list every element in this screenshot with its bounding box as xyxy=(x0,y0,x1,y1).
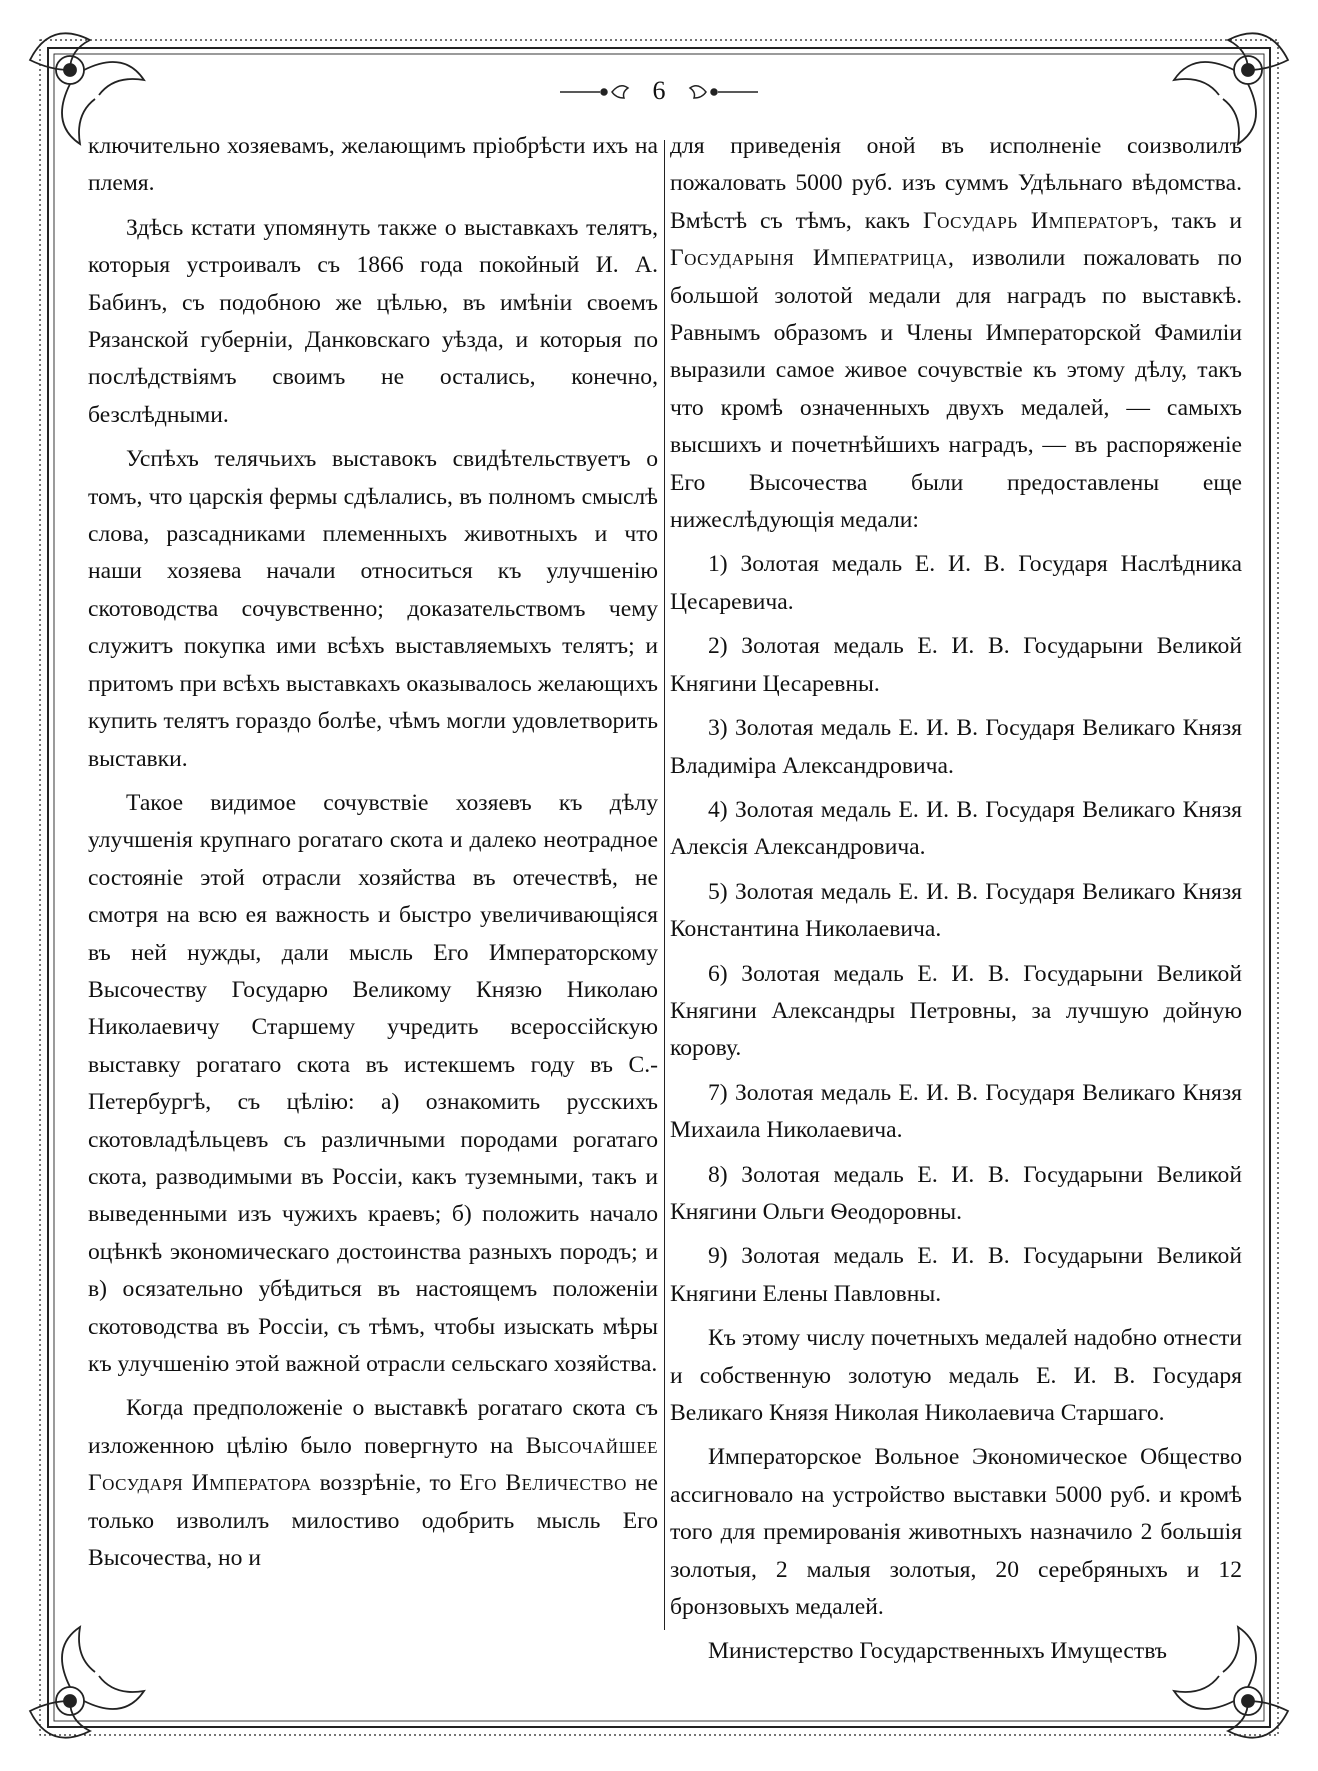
medal-item: 8) Золотая медаль Е. И. В. Государыни Великой Княгини Ольги Ѳеодоровны. xyxy=(670,1161,1242,1225)
paragraph: Императорское Вольное Экономическое Общество ассигновало на устройство выставки 5000 руб. и кромѣ того для премированія животныхъ назначило 2 большія золотыя, 2 малыя золотыя, 20 серебряныхъ и 12 бронзовыхъ медалей. xyxy=(670,1444,1242,1621)
medal-item: 9) Золотая медаль Е. И. В. Государыни Великой Княгини Елены Павловны. xyxy=(670,1243,1242,1307)
paragraph: Министерство Государственныхъ Имуществъ xyxy=(708,1638,1167,1665)
medal-item: 1) Золотая медаль Е. И. В. Государя Наслѣдника Цесаревича. xyxy=(670,551,1242,615)
medal-item: 7) Золотая медаль Е. И. В. Государя Великаго Князя Михаила Николаевича. xyxy=(670,1079,1242,1144)
text-run: не только изволилъ милостиво одобрить мысль Его Высочества, но и xyxy=(88,1470,658,1572)
paragraph: Къ этому числу почетныхъ медалей надобно отнести и собственную золотую медаль Е. И. В. Государя Великаго Князя Николая Николаевича Старшаго. xyxy=(670,1325,1242,1426)
text-run: воззрѣніе, то xyxy=(311,1470,460,1497)
paragraph: Такое видимое сочувствіе хозяевъ къ дѣлу улучшенія крупнаго рогатаго скота и далеко неотрадное состояніе этой отрасли хозяйства въ отечествѣ, не смотря на всю ея важность и быстро увеличивающіяся въ ней нужды, дали мысль Его Императорскому Высочеству Государю Великому Князю Николаю Николаевичу Старшему учредить всероссійскую выставку рогатаго скота въ истекшемъ году въ С.-Петербургѣ, съ цѣлію: а) ознакомить русскихъ скотовладѣльцевъ съ различными породами рогатаго скота, разводимыми въ Россіи, какъ туземными, такъ и выведенными изъ чужихъ краевъ; б) положить начало оцѣнкѣ экономическаго достоинства разныхъ породъ; и в) осязательно убѣдиться въ настоящемъ положеніи скотоводства въ Россіи, съ тѣмъ, чтобы изыскать мѣры къ улучшенію этой важной отрасли сельскаго хозяйства. xyxy=(88,789,658,1377)
text-run-small-caps: Государыня Императрица xyxy=(670,245,948,272)
paragraph: Здѣсь кстати упомянуть также о выставкахъ телятъ, которыя устроивалъ съ 1866 года покойный И. А. Бабинъ, съ подобною же цѣлью, въ имѣніи своемъ Рязанской губерніи, Данковскаго уѣзда, и которыя по послѣдствіямъ своимъ не остались, конечно, безслѣдными. xyxy=(88,214,658,428)
left-column xyxy=(88,128,658,1584)
medal-item: 2) Золотая медаль Е. И. В. Государыни Великой Княгини Цесаревны. xyxy=(670,633,1242,697)
text-run-small-caps: Высочайшее Государя Императора xyxy=(88,1432,658,1497)
right-column xyxy=(670,128,1242,1678)
paragraph: Успѣхъ телячьихъ выставокъ свидѣтельствуетъ о томъ, что царскія фермы сдѣлались, въ полномъ смыслѣ слова, разсадниками племенныхъ животныхъ и что наши хозяева начали относиться къ улучшенію скотоводства сочувственно; доказательствомъ чему служитъ покупка ими всѣхъ выставляемыхъ телятъ; и притомъ при всѣхъ выставкахъ оказывалось желающихъ купить телятъ гораздо болѣе, чѣмъ могли удовлетворить выставки. xyxy=(88,446,658,772)
medal-item: 4) Золотая медаль Е. И. В. Государя Великаго Князя Алексія Александровича. xyxy=(670,796,1242,861)
text-run: , такъ и xyxy=(1152,207,1242,234)
paragraph: ключительно хозяевамъ, желающимъ пріобрѣсти ихъ на племя. xyxy=(88,133,658,197)
text-run: Когда предположеніе о выставкѣ рогатаго скота съ изложенною цѣлію было повергнуто на xyxy=(88,1395,658,1459)
text-run-small-caps: Государь Императоръ xyxy=(922,207,1153,234)
medal-item: 6) Золотая медаль Е. И. В. Государыни Великой Княгини Александры Петровны, за лучшую дойную корову. xyxy=(670,960,1242,1062)
paragraph xyxy=(670,128,1242,539)
paragraph xyxy=(88,1390,658,1577)
text-run-small-caps: Его Величество xyxy=(459,1470,627,1497)
text-run: , изволили пожаловать по большой золотой медали для наградъ по выставкѣ. Равнымъ образомъ и Члены Императорской Фамиліи выразили самое живое сочувствіе къ этому дѣлу, такъ что кромѣ означенныхъ двухъ медалей, — самыхъ высшихъ и почетнѣйшихъ наградъ, — въ распоряженіе Его Высочества были предоставлены еще нижеслѣдующія медали: xyxy=(670,245,1242,534)
text-run: для приведенія оной въ исполненіе соизволилъ пожаловать 5000 руб. изъ суммъ Удѣльнаго вѣдомства. Вмѣстѣ съ тѣмъ, какъ xyxy=(670,133,1242,234)
medal-item: 5) Золотая медаль Е. И. В. Государя Великаго Князя Константина Николаевича. xyxy=(670,878,1242,943)
column-divider xyxy=(664,140,665,1630)
page-number: 6 xyxy=(652,76,666,105)
medal-item: 3) Золотая медаль Е. И. В. Государя Великаго Князя Владиміра Александровича. xyxy=(670,715,1242,779)
